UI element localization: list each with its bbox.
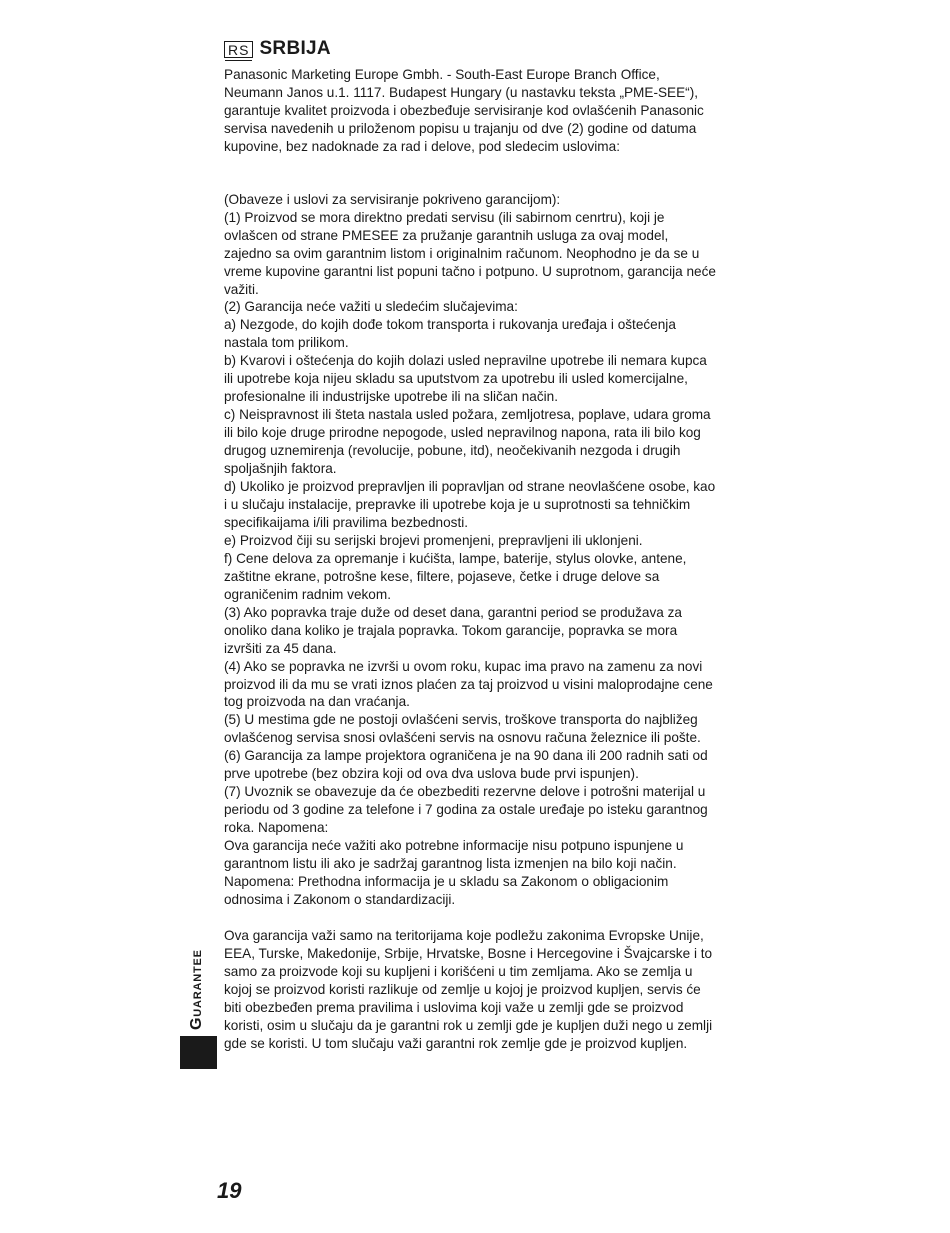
side-tab (186, 950, 210, 1030)
conditions-heading: (Obaveze i uslovi za servisiranje pokriveno garancijom): (224, 191, 561, 207)
side-tab-label: Guarantee (188, 949, 205, 1030)
condition-5: (5) U mestima gde ne postoji ovlašćeni servis, troškove transporta do najbližeg ovlašćenog servisa snosi ovlašćeni servis na osnovu računa železnice ili pošte. (224, 712, 701, 746)
spacer (224, 156, 716, 174)
exclusion-b: b) Kvarovi i oštećenja do kojih dolazi usled nepravilne upotrebe ili nemara kupca ili upotrebe koja nijeu skladu sa uputstvom za upotrebu ili usled komercijalne, profesionalne ili industrijske upotrebe ili na sličan način. (224, 353, 707, 405)
condition-3: (3) Ako popravka traje duže od deset dana, garantni period se produžava za onoliko dana koliko je trajala popravka. Tokom garancije, popravka se mora izvršiti za 45 dana. (224, 604, 682, 656)
exclusion-d: d) Ukoliko je proizvod prepravljen ili popravljan od strane neovlašćene osobe, kao i u slučaju instalacije, prepravke ili upotrebe koja je u suprotnosti sa tehničkim specifikaijama i/ili pravilima bezbednosti. (224, 479, 716, 530)
country-code-badge: RS (224, 41, 253, 58)
intro-paragraph: Panasonic Marketing Europe Gmbh. - South-East Europe Branch Office, Neumann Janos u.1. 1117. Budapest Hungary (u nastavku teksta „PME-SEE“), garantuje kvalitet proizvoda i obezbeđuje servisiranje kod ovlašćenih Panasonic servisa navedenih u priloženom popisu u trajanju od dve (2) godine od datuma kupovine, bez nadoknade za rad i delove, pod sledecim uslovima: (224, 67, 704, 154)
note-paragraph: Ova garancija neće važiti ako potrebne informacije nisu potpuno ispunjene u garantnom listu ili ako je sadržaj garantnog lista izmenjen na bilo koji način. Napomena: Prethodna informacija je u skladu sa Zakonom o obligacionim odnosima i Zakonom o standardizaciji. (224, 838, 684, 907)
side-tab-marker (180, 1036, 217, 1069)
exclusion-e: e) Proizvod čiji su serijski brojevi promenjeni, prepravljeni ili uklonjeni. (224, 532, 643, 548)
section-header (224, 38, 331, 60)
condition-6: (6) Garancija za lampe projektora ograničena je na 90 dana ili 200 radnih sati od prve upotrebe (bez obzira koji od ova dva uslova bude prvi ispunjen). (224, 748, 708, 782)
condition-4: (4) Ako se popravka ne izvrši u ovom roku, kupac ima pravo na zamenu za novi proizvod ili da mu se vrati iznos plaćen za taj proizvod u visini maloprodajne cene tog proizvoda na dan vraćanja. (224, 658, 713, 710)
spacer (224, 174, 716, 191)
exclusion-a: a) Nezgode, do kojih dođe tokom transporta i rukovanja uređaja i oštećenja nastala tom prilikom. (224, 317, 676, 351)
spacer (224, 909, 716, 927)
country-title: SRBIJA (259, 38, 331, 59)
guarantee-text (224, 66, 716, 1053)
territory-paragraph: Ova garancija važi samo na teritorijama koje podležu zakonima Evropske Unije, EEA, Turske, Makedonije, Srbije, Hrvatske, Bosne i Hercegovine i Švajcarske i to samo za proizvode koji su kupljeni i korišćeni u tim zemljama. Ako se zemlja u kojoj se proizvod koristi razlikuje od zemlje u kojoj je proizvod kupljen, servis će biti obezbeđen prema pravilima i uslovima koji važe u zemlji gde se proizvod koristi, osim u slučaju da je garantni rok u zemlji gde je kupljen duži nego u zemlji gde se koristi. U tom slučaju važi garantni rok zemlje gde je proizvod kupljen. (224, 927, 713, 1051)
exclusion-c: c) Neispravnost ili šteta nastala usled požara, zemljotresa, poplave, udara groma ili bilo koje druge prirodne nepogode, usled nepravilnog napona, rata ili bilo kog drugog uznemirenja (revolucije, pobune, itd), neočekivanih nezgoda i drugih spoljašnjih faktora. (224, 407, 711, 477)
condition-7: (7) Uvoznik se obavezuje da će obezbediti rezervne delove i potrošni materijal u periodu od 3 godine za telefone i 7 godina za ostale uređaje po isteku garantnog roka. Napomena: (224, 784, 708, 836)
condition-1: (1) Proizvod se mora direktno predati servisu (ili sabirnom cenrtru), koji je ovlašcen od strane PMESEE za pružanje garantnih usluga za ovaj model, zajedno sa ovim garantnim listom i originalnim računom. Neophodno je da se u vreme kupovine garantni list popuni tačno i potpuno. U suprotnom, garancija neće važiti. (224, 209, 716, 297)
exclusion-f: f) Cene delova za opremanje i kućišta, lampe, baterije, stylus olovke, antene, zaštitne ekrane, potrošne kese, filtere, pojaseve, četke i druge delove sa ograničenim radnim vekom. (224, 550, 687, 602)
page-number: 19 (217, 1178, 242, 1203)
condition-2: (2) Garancija neće važiti u sledećim slučajevima: (224, 299, 518, 315)
